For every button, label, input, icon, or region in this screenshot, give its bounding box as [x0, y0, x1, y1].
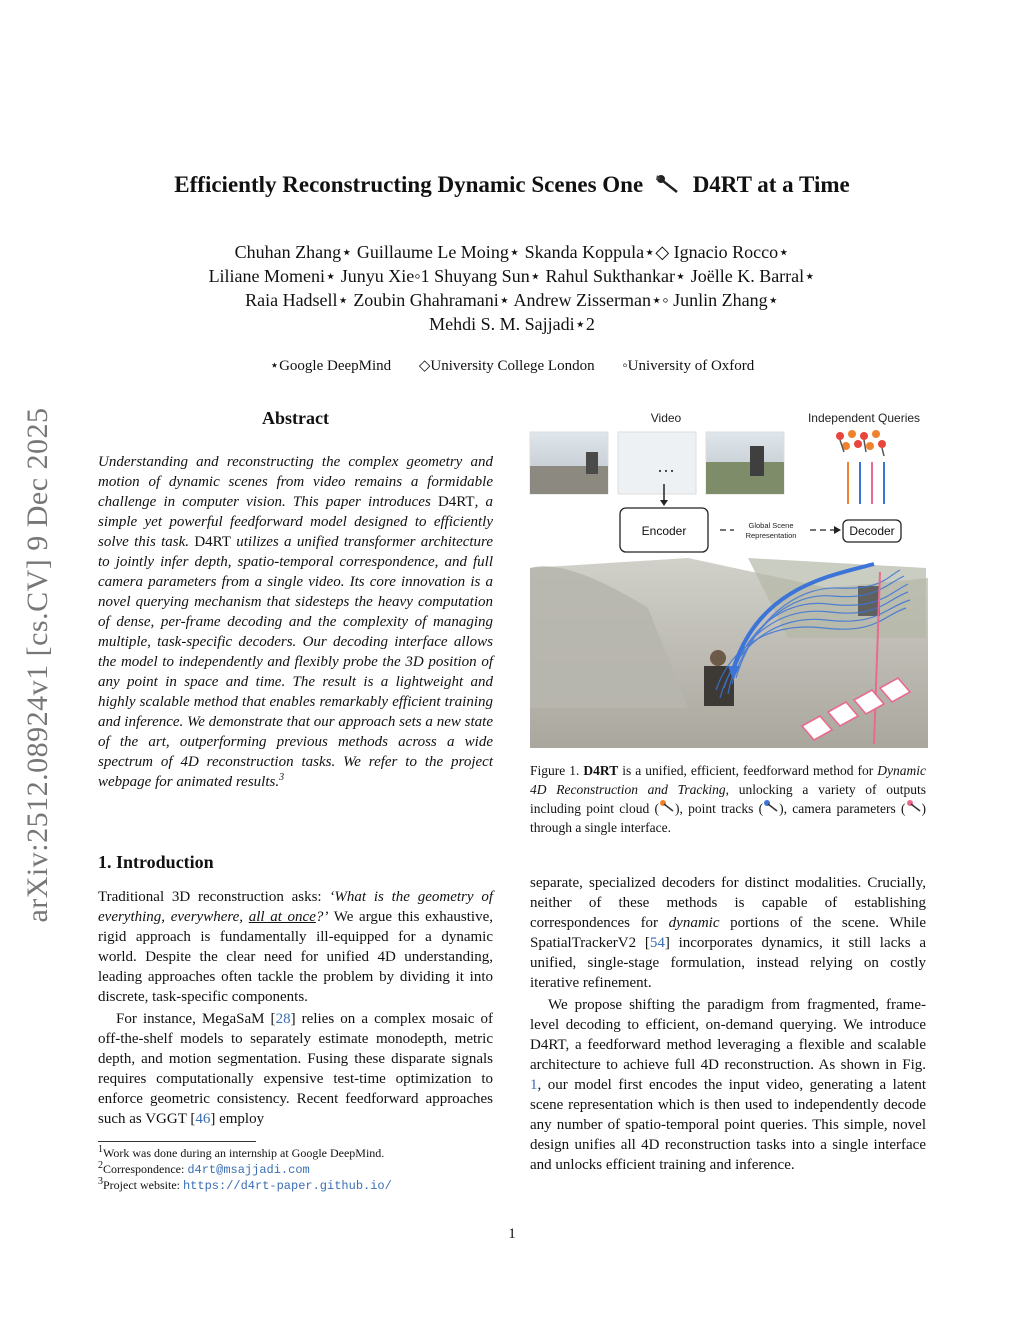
abstract-heading: Abstract	[262, 408, 329, 428]
dart-pink-icon	[906, 801, 922, 816]
author-list	[120, 240, 904, 336]
encoder-label: Encoder	[641, 524, 687, 538]
gsr-label-line2: Representation	[745, 531, 797, 540]
footnote-ref[interactable]: 3	[279, 772, 285, 783]
intro-right-column	[530, 873, 926, 1175]
arxiv-id: arXiv:2512.08924v1 [cs.CV] 9 Dec 2025	[21, 407, 54, 923]
affiliation: ⋆Google DeepMind	[269, 358, 392, 374]
affiliations	[120, 356, 904, 375]
arxiv-sidebar	[14, 380, 62, 950]
author-line: Raia Hadsell⋆ Zoubin Ghahramani⋆ Andrew Zisserman⋆◦ Junlin Zhang⋆	[245, 290, 779, 310]
decoder-label: Decoder	[849, 524, 895, 538]
author-line: Mehdi S. M. Sajjadi⋆2	[429, 314, 595, 334]
frames-ellipsis: …	[657, 456, 675, 476]
citation-link[interactable]: 28	[275, 1011, 291, 1027]
figure-1-graphic	[528, 408, 928, 748]
query-darts-icon	[836, 430, 886, 456]
author-line: Liliane Momeni⋆ Junyu Xie◦1 Shuyang Sun⋆ Rahul Sukthankar⋆ Joëlle K. Barral⋆	[208, 266, 816, 286]
abstract-text: Understanding and reconstructing the complex geometry and motion of dynamic scenes from video remains a formidable challenge in computer vision. This paper introduces D4RT, a simple yet powerful feedforward model designed to efficiently solve this task. D4RT utilizes a unified transformer architecture to jointly infer depth, spatio-temporal correspondence, and full camera parameters from a single video. Its core innovation is a novel querying mechanism that sidesteps the heavy computation of dense, per-frame decoding and the complexity of managing multiple, task-specific decoders. Our decoding interface allows the model to independently and flexibly probe the 3D position of any point in space and time. The result is a lightweight and highly scalable method that enables remarkably efficient training and inference. We demonstrate that our approach sets a new state of the art, outperforming previous methods across a wide spectrum of 4D reconstruction tasks. We refer to the project webpage for animated results.$^3$	[98, 454, 493, 790]
dart-icon	[655, 173, 681, 201]
email-link[interactable]: d4rt@msajjadi.com	[187, 1163, 310, 1177]
video-label: Video	[650, 411, 682, 425]
paragraph: Traditional 3D reconstruction asks: ‘What is the geometry of everything, everywhere, all at once?’ We argue this exhaustive, rigid approach is fundamentally ill-equipped for a dynamic world. Despite the clear need for unified 4D understanding, leading approaches often tackle the problem by dividing it into discrete, task-specific components.	[98, 889, 493, 1005]
intro-left-column	[98, 887, 493, 1129]
figure-1	[528, 408, 928, 748]
citation-link[interactable]: 54	[649, 935, 665, 951]
footnote-3: $^3$Project website: https://d4rt-paper.github.io/	[98, 1176, 392, 1193]
figure-ref-link[interactable]: 1	[530, 1077, 538, 1093]
paragraph: separate, specialized decoders for distinct modalities. Crucially, neither of these methods is capable of establishing correspondences for dynamic portions of the scene. While SpatialTrackerV2 [54] incorporates dynamics, it still lacks a unified, single-stage formulation, instead relying on costly iterative refinement.	[530, 875, 926, 991]
affiliation: ◇University College London	[418, 358, 595, 374]
paragraph: For instance, MegaSaM [28] relies on a complex mosaic of off-the-shelf models to separately estimate monodepth, metric depth, and motion segmentation. Fusing these disparate signals requires computationally expensive test-time optimization to enforce geometric consistency. Recent feedforward approaches such as VGGT [46] employ	[98, 1011, 493, 1127]
dart-orange-icon	[659, 801, 675, 816]
project-url-link[interactable]: https://d4rt-paper.github.io/	[182, 1179, 392, 1193]
citation-link[interactable]: 46	[195, 1111, 211, 1127]
paper-title: Efficiently Reconstructing Dynamic Scenes One D4RT at a Time	[0, 172, 1024, 201]
method-full-name: Dynamic 4D Reconstruction and Tracking	[530, 763, 927, 797]
footnote-2: $^2$Correspondence: d4rt@msajjadi.com	[98, 1160, 310, 1177]
figure-1-caption: Figure 1. D4RT is a unified, efficient, feedforward method for Dynamic 4D Reconstruction and Tracking, unlocking a variety of outputs including point cloud ( ), point tracks ( ), camera parameters ( ) through a single interface.	[530, 763, 927, 835]
footnote-rule	[98, 1141, 256, 1142]
queries-label: Independent Queries	[807, 411, 921, 425]
author-line: Chuhan Zhang⋆ Guillaume Le Moing⋆ Skanda Koppula⋆◇ Ignacio Rocco⋆	[234, 242, 790, 262]
section-heading-introduction: 1. Introduction	[98, 852, 214, 872]
dart-blue-icon	[763, 801, 779, 816]
paragraph: We propose shifting the paradigm from fragmented, frame-level decoding to efficient, on-demand querying. We introduce D4RT, a feedforward method leveraging a flexible and scalable architecture to achieve full 4D reconstruction. As shown in Fig. 1, our model first encodes the input video, generating a latent scene representation which is then used to independently decode any number of spatio-temporal point queries. This simple, novel design unifies all 4D reconstruction tasks into a single interface and unlocks efficient training and inference.	[530, 997, 926, 1173]
gsr-label-line1: Global Scene	[748, 521, 794, 530]
affiliation: ◦University of Oxford	[622, 358, 755, 374]
footnote-1: $^1$Work was done during an internship at Google DeepMind.	[98, 1144, 385, 1160]
video-frames	[530, 432, 784, 494]
page-number: 1	[508, 1226, 516, 1242]
